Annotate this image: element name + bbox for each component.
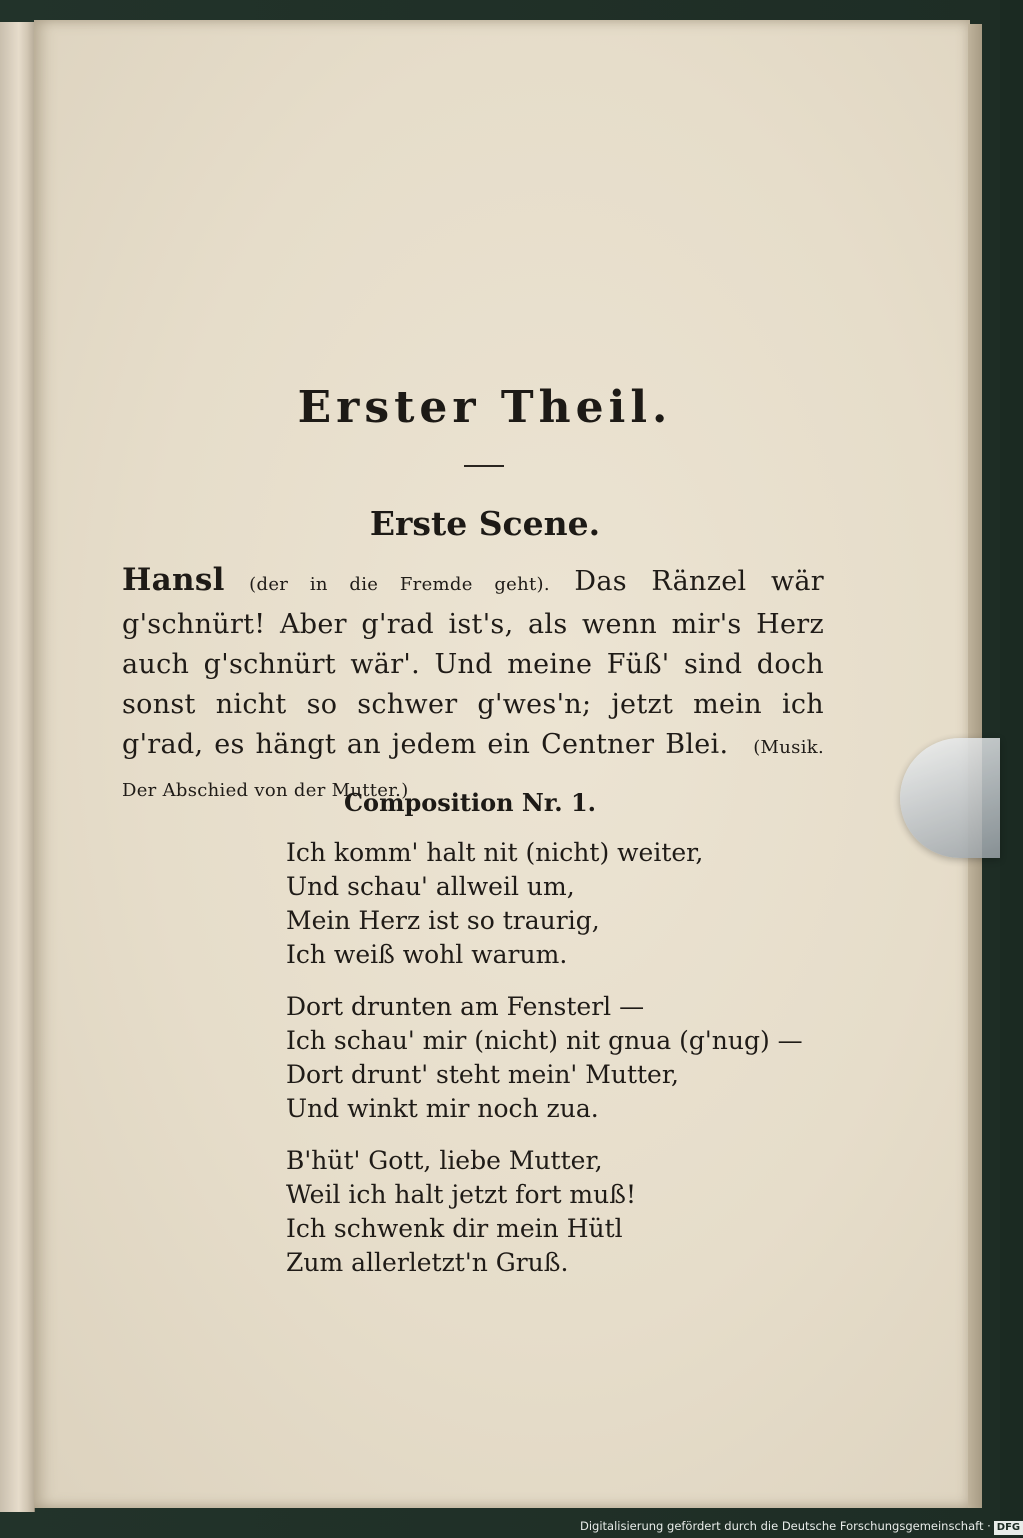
left-page-edge (0, 22, 35, 1512)
dfg-logo: DFG (994, 1521, 1023, 1535)
poem-line: Weil ich halt jetzt fort muß! (286, 1180, 636, 1209)
credit-text: Digitalisierung gefördert durch die Deutsche Forschungsgemeinschaft · (580, 1519, 991, 1533)
poem-line: Ich schwenk dir mein Hütl (286, 1214, 623, 1243)
poem-line: Dort drunt' steht mein' Mutter, (286, 1060, 679, 1089)
stanza-2 (286, 990, 806, 1126)
stanza-1 (286, 836, 806, 972)
stanza-3 (286, 1144, 806, 1280)
title-divider (464, 465, 504, 467)
digitization-credit (580, 1516, 1021, 1536)
speech-paragraph (122, 560, 824, 811)
poem-line: Ich weiß wohl warum. (286, 940, 568, 969)
poem-line: Zum allerletzt'n Gruß. (286, 1248, 569, 1277)
music-direction: (Musik. Der Abschied von der Mutter.) (122, 737, 825, 801)
poem-line: Und schau' allweil um, (286, 872, 575, 901)
poem-line: B'hüt' Gott, liebe Mutter, (286, 1146, 603, 1175)
poem-line: Mein Herz ist so traurig, (286, 906, 600, 935)
speaker-name: Hansl (122, 562, 225, 598)
speech-text: Das Ränzel wär g'schnürt! Aber g'rad ist's, als wenn mir's Herz auch g'schnürt wär'. Und meine Füß' sind doch sonst nicht so schwer g'wes'n; jetzt mein ich g'rad, es hängt an jedem ein Centner Blei. (122, 566, 824, 760)
part-title: Erster Theil. (297, 382, 673, 433)
poem-line: Ich komm' halt nit (nicht) weiter, (286, 838, 704, 867)
poem-line: Dort drunten am Fensterl — (286, 992, 645, 1021)
poem-line: Ich schau' mir (nicht) nit gnua (g'nug) — (286, 1026, 803, 1055)
poem (286, 836, 806, 1298)
scene-heading: Erste Scene. (369, 504, 601, 543)
composition-heading: Composition Nr. 1. (343, 788, 597, 817)
poem-line: Und winkt mir noch zua. (286, 1094, 599, 1123)
stage-direction: (der in die Fremde geht). (249, 574, 550, 595)
